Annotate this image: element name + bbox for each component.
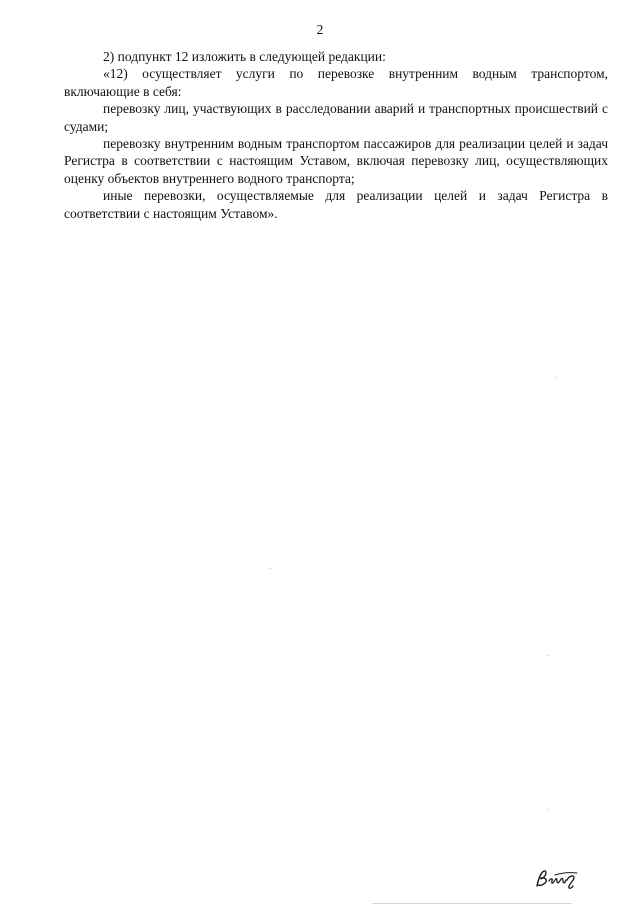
signature-initials-icon xyxy=(533,866,583,892)
document-body xyxy=(64,48,608,222)
amendment-paragraph: 2) подпункт 12 изложить в следующей редакции: xyxy=(103,49,386,64)
scan-speck xyxy=(548,655,549,656)
scan-speck xyxy=(556,377,557,378)
bottom-edge-line xyxy=(372,903,572,904)
list-item-passenger-transport: перевозку внутренним водным транспортом пассажиров для реализации целей и задач Регистра в соответствии с настоящим Уставом, включая перевозку лиц, осуществляющих оценку объектов внутреннего водного транспорта; xyxy=(64,136,608,186)
subclause-12-paragraph: «12) осуществляет услуги по перевозке внутренним водным транспортом, включающие в себя: xyxy=(64,66,608,99)
page-number: 2 xyxy=(316,22,324,37)
list-item-accident-investigation: перевозку лиц, участвующих в расследовании аварий и транспортных происшествий с судами; xyxy=(64,101,608,134)
scan-speck xyxy=(270,568,271,569)
list-item-other-transport: иные перевозки, осуществляемые для реализации целей и задач Регистра в соответствии с настоящим Уставом». xyxy=(64,188,608,221)
scan-speck xyxy=(548,809,549,810)
